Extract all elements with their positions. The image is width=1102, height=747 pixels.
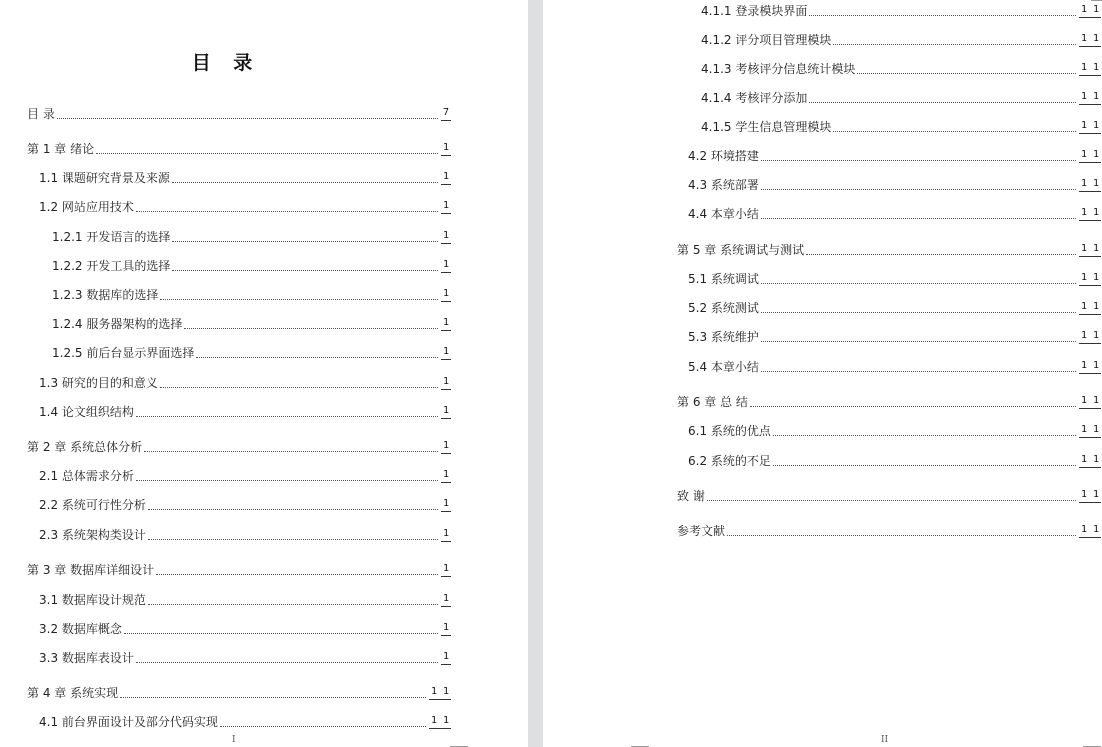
toc-entry-label: 1.2.3 数据库的选择 [52,288,159,302]
toc-entry[interactable] [39,647,451,665]
toc-entry-page: 1 [441,258,451,273]
dot-leader [773,465,1076,466]
dot-leader [160,387,438,388]
toc-entry[interactable] [39,494,451,512]
dot-leader [160,299,438,300]
dot-leader [761,189,1076,190]
toc-entry-label: 5.4 本章小结 [688,360,759,374]
toc-entry-page: 1 1 [1079,90,1101,105]
toc-entry[interactable] [677,391,1101,409]
toc-entry-page: 1 1 [1079,3,1101,18]
dot-leader [196,357,438,358]
toc-entry-page: 1 [441,621,451,636]
toc-entry-page: 1 [441,527,451,542]
toc-entry[interactable] [688,268,1101,286]
toc-entry-label: 第 1 章 绪论 [27,142,95,156]
toc-entry-page: 1 1 [429,685,451,700]
toc-entry-page: 1 1 [1079,206,1101,221]
dot-leader [124,633,438,634]
toc-entry-page: 1 [441,229,451,244]
toc-entry[interactable] [701,0,1101,18]
dot-leader [172,241,438,242]
toc-entry-label: 6.2 系统的不足 [688,454,771,468]
toc-entry[interactable] [39,618,451,636]
toc-entry-page: 1 [441,497,451,512]
toc-entry[interactable] [39,167,451,185]
toc-entry-label: 4.4 本章小结 [688,207,759,221]
toc-entry-page: 1 [441,404,451,419]
toc-entry-page: 1 [441,562,451,577]
toc-entry[interactable] [688,145,1101,163]
toc-entry[interactable] [27,436,451,454]
document-page-right [543,0,1102,747]
toc-entry-page: 1 1 [1079,32,1101,47]
dot-leader [156,574,438,575]
toc-entry-label: 5.2 系统测试 [688,301,759,315]
toc-entry[interactable] [688,356,1101,374]
toc-entry-label: 第 6 章 总 结 [677,395,748,409]
dot-leader [144,451,438,452]
toc-entry-label: 1.2.5 前后台显示界面选择 [52,346,195,360]
toc-entry[interactable] [27,138,451,156]
dot-leader [96,153,438,154]
dot-leader [707,500,1076,501]
toc-entry[interactable] [701,58,1101,76]
toc-entry-label: 1.1 课题研究背景及来源 [39,171,170,185]
toc-entry[interactable] [677,485,1101,503]
dot-leader [148,604,438,605]
dot-leader [761,283,1076,284]
dot-leader [120,697,426,698]
toc-entry[interactable] [688,203,1101,221]
toc-entry[interactable] [27,103,451,121]
toc-entry-label: 4.3 系统部署 [688,178,759,192]
toc-entry-page: 1 1 [1079,148,1101,163]
toc-entry-label: 4.1.3 考核评分信息统计模块 [701,62,856,76]
toc-entry[interactable] [677,239,1101,257]
dot-leader [172,270,438,271]
toc-entry-label: 2.3 系统架构类设计 [39,528,146,542]
dot-leader [136,211,438,212]
toc-entry[interactable] [52,226,451,244]
toc-entry-label: 5.1 系统调试 [688,272,759,286]
toc-entry-label: 6.1 系统的优点 [688,424,771,438]
dot-leader [773,435,1076,436]
toc-entry-page: 1 1 [429,714,451,729]
toc-entry-page: 1 [441,316,451,331]
toc-entry-label: 目 录 [27,107,55,121]
dot-leader [184,328,438,329]
toc-entry[interactable] [39,589,451,607]
toc-entry[interactable] [39,401,451,419]
toc-entry-page: 1 1 [1079,423,1101,438]
document-page-left [0,0,528,747]
dot-leader [761,341,1076,342]
toc-entry[interactable] [52,342,451,360]
toc-entry-label: 第 5 章 系统调试与测试 [677,243,805,257]
dot-leader [136,416,438,417]
toc-entry-label: 4.1.4 考核评分添加 [701,91,808,105]
dot-leader [809,15,1076,16]
toc-entry-page: 1 1 [1079,242,1101,257]
dot-leader [220,726,426,727]
toc-entry-page: 1 [441,141,451,156]
dot-leader [806,254,1076,255]
toc-entry[interactable] [688,420,1101,438]
toc-entry-page: 1 1 [1079,300,1101,315]
toc-entry-page: 1 1 [1079,394,1101,409]
dot-leader [136,480,438,481]
dot-leader [809,102,1076,103]
toc-entry-label: 1.3 研究的目的和意义 [39,376,158,390]
toc-entry-page: 1 1 [1079,119,1101,134]
dot-leader [136,662,438,663]
toc-entry-page: 1 1 [1079,359,1101,374]
toc-entry[interactable] [39,465,451,483]
dot-leader [761,312,1076,313]
toc-entry-page: 1 1 [1079,177,1101,192]
dot-leader [857,73,1076,74]
dot-leader [727,535,1076,536]
toc-entry-label: 4.1.2 评分项目管理模块 [701,33,832,47]
toc-entry[interactable] [52,313,451,331]
dot-leader [148,509,438,510]
toc-entry[interactable] [688,297,1101,315]
dot-leader [761,371,1076,372]
toc-entry-label: 第 3 章 数据库详细设计 [27,563,155,577]
toc-entry[interactable] [701,29,1101,47]
toc-entry-page: 1 [441,439,451,454]
toc-entry[interactable] [39,711,451,729]
toc-entry-label: 2.2 系统可行性分析 [39,498,146,512]
toc-entry[interactable] [688,326,1101,344]
toc-entry-page: 1 1 [1079,61,1101,76]
toc-entry-label: 致 谢 [677,489,705,503]
toc-entry-label: 4.2 环境搭建 [688,149,759,163]
dot-leader [57,118,438,119]
toc-entry-page: 1 [441,345,451,360]
toc-entry-label: 3.1 数据库设计规范 [39,593,146,607]
toc-entry-label: 第 2 章 系统总体分析 [27,440,143,454]
toc-entry-page: 1 [441,650,451,665]
toc-entry-page: 1 1 [1079,453,1101,468]
toc-entry-label: 4.1.5 学生信息管理模块 [701,120,832,134]
toc-entry-page: 1 1 [1079,329,1101,344]
toc-entry-label: 4.1 前台界面设计及部分代码实现 [39,715,218,729]
toc-entry[interactable] [52,255,451,273]
toc-entry[interactable] [701,116,1101,134]
dot-leader [833,44,1076,45]
toc-entry-page: 1 1 [1079,523,1101,538]
dot-leader [148,539,438,540]
toc-entry[interactable] [688,450,1101,468]
toc-entry[interactable] [27,682,451,700]
toc-entry-page: 1 1 [1079,271,1101,286]
toc-entry[interactable] [39,196,451,214]
toc-title: 目 录 [191,52,261,74]
toc-entry[interactable] [27,559,451,577]
toc-entry[interactable] [52,284,451,302]
toc-entry[interactable] [677,520,1101,538]
toc-entry-label: 2.1 总体需求分析 [39,469,134,483]
toc-entry[interactable] [39,524,451,542]
toc-entry-page: 1 [441,468,451,483]
dot-leader [761,160,1076,161]
toc-entry-label: 1.4 论文组织结构 [39,405,134,419]
toc-entry-label: 3.3 数据库表设计 [39,651,134,665]
toc-entry-label: 3.2 数据库概念 [39,622,122,636]
dot-leader [833,131,1076,132]
toc-entry[interactable] [701,87,1101,105]
toc-entry-label: 5.3 系统维护 [688,330,759,344]
toc-entry-label: 1.2.1 开发语言的选择 [52,230,171,244]
page-number: II [881,735,889,745]
toc-entry[interactable] [688,174,1101,192]
dot-leader [750,406,1076,407]
toc-entry-label: 参考文献 [677,524,726,538]
toc-entry-label: 1.2.4 服务器架构的选择 [52,317,183,331]
toc-entry-label: 1.2 网站应用技术 [39,200,134,214]
toc-entry-page: 1 [441,170,451,185]
toc-entry-label: 1.2.2 开发工具的选择 [52,259,171,273]
toc-entry-page: 1 [441,287,451,302]
toc-entry-page: 1 [441,592,451,607]
page-number: I [232,735,236,745]
toc-entry-label: 4.1.1 登录模块界面 [701,4,808,18]
dot-leader [761,218,1076,219]
toc-entry-page: 1 [441,199,451,214]
toc-entry-page: 1 1 [1079,488,1101,503]
toc-entry-label: 第 4 章 系统实现 [27,686,119,700]
toc-entry-page: 7 [441,106,451,121]
toc-entry[interactable] [39,372,451,390]
toc-entry-page: 1 [441,375,451,390]
dot-leader [172,182,438,183]
